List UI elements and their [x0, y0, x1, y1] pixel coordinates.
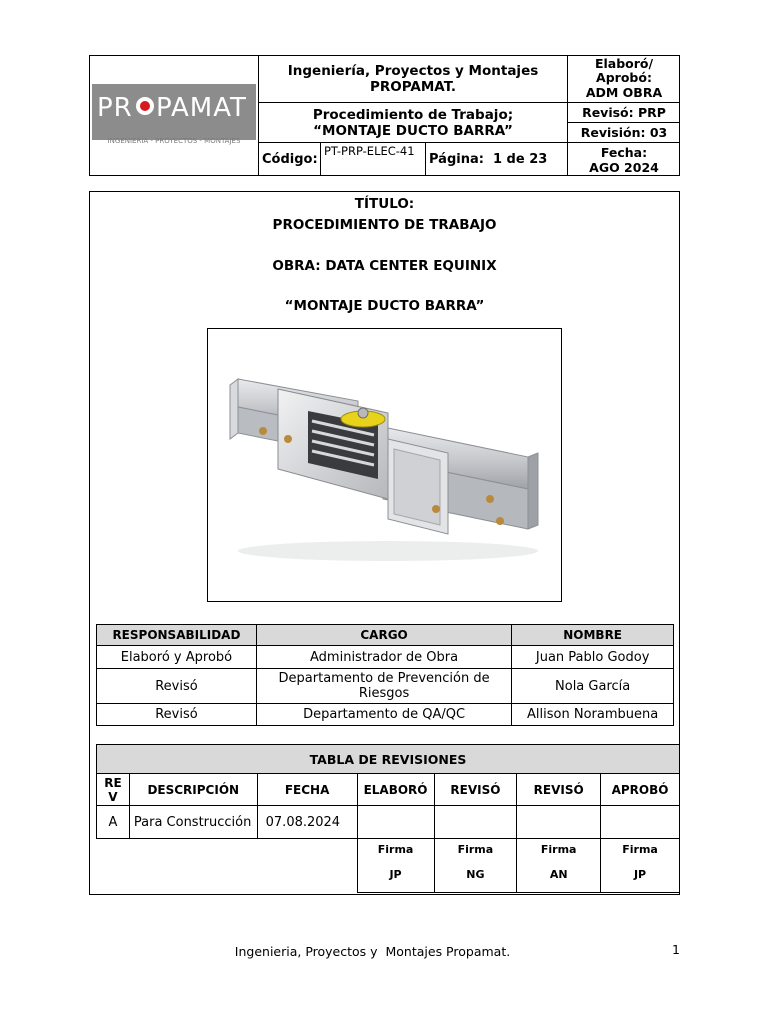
elaboro-line-3: ADM OBRA: [585, 84, 663, 100]
elaboro-line-1: Elaboró/: [594, 55, 654, 71]
rev-cell-empty: [434, 806, 517, 839]
signature-cell: [357, 839, 434, 893]
revisions-table: [96, 744, 680, 893]
rev-cell-empty: [601, 806, 680, 839]
rev-header-descripcion: DESCRIPCIÓN: [129, 774, 257, 806]
firma-initials: JP: [633, 868, 647, 881]
firma-initials: AN: [549, 868, 568, 881]
svg-text:PR: PR: [97, 93, 133, 121]
titulo-text: PROCEDIMIENTO DE TRABAJO: [272, 217, 497, 233]
company-title: [259, 55, 568, 103]
rev-header-fecha: FECHA: [257, 774, 357, 806]
resp-cell: Nola García: [512, 669, 674, 704]
procedure-line-2: “MONTAJE DUCTO BARRA”: [313, 122, 513, 139]
svg-text:PAMAT: PAMAT: [156, 93, 247, 121]
company-line-1: Ingeniería, Proyectos y Montajes: [287, 62, 539, 79]
elaboro-line-2: Aprobó:: [596, 70, 652, 86]
resp-cell: Juan Pablo Godoy: [512, 646, 674, 669]
logo-tagline: INGENIERÍA - PROYECTOS - MONTAJES: [107, 137, 241, 145]
rev-cell-descripcion: Para Construcción: [129, 806, 257, 839]
codigo-value: PT-PRP-ELEC-41: [320, 143, 426, 176]
company-logo: [92, 84, 256, 140]
firma-initials: NG: [466, 868, 485, 881]
resp-cell: Elaboró y Aprobó: [97, 646, 257, 669]
subject-text: “MONTAJE DUCTO BARRA”: [284, 298, 485, 314]
logo-cell: [89, 55, 259, 176]
reviso-cell: Revisó: PRP: [568, 103, 680, 123]
rev-cell-rev: A: [97, 806, 130, 839]
resp-header-responsabilidad: RESPONSABILIDAD: [97, 625, 257, 646]
firma-label: Firma: [377, 843, 414, 856]
procedure-line-1: Procedimiento de Trabajo;: [312, 106, 514, 123]
rev-cell-empty: [517, 806, 601, 839]
rev-header-reviso-2: REVISÓ: [517, 774, 601, 806]
rev-header-rev: RE V: [97, 774, 130, 806]
codigo-label: Código:: [262, 152, 318, 167]
revisions-title: TABLA DE REVISIONES: [97, 745, 680, 774]
revision-cell: Revisión: 03: [568, 123, 680, 143]
company-line-2: PROPAMAT.: [370, 78, 456, 95]
resp-cell: Revisó: [97, 704, 257, 726]
rev-signature-spacer: [97, 839, 358, 893]
elaboro-cell: [568, 55, 680, 103]
rev-cell-empty: [357, 806, 434, 839]
resp-cell: Departamento de Prevención de Riesgos: [256, 669, 511, 704]
pagina-label: Página: 1 de 23: [426, 143, 568, 176]
product-image: [207, 328, 562, 602]
fecha-label: Fecha:: [600, 144, 648, 160]
obra-text: OBRA: DATA CENTER EQUINIX: [272, 258, 497, 274]
signature-cell: [517, 839, 601, 893]
firma-label: Firma: [622, 843, 658, 856]
firma-initials: JP: [389, 868, 402, 881]
procedure-title: [259, 103, 568, 143]
busbar-duct-illustration: [208, 329, 561, 601]
resp-cell: Revisó: [97, 669, 257, 704]
resp-header-cargo: CARGO: [256, 625, 511, 646]
rev-header-aprobo: APROBÓ: [601, 774, 680, 806]
firma-label: Firma: [457, 843, 494, 856]
fecha-value: AGO 2024: [589, 159, 659, 175]
rev-header-reviso-1: REVISÓ: [434, 774, 517, 806]
firma-label: Firma: [540, 843, 577, 856]
fecha-cell: [568, 143, 680, 176]
resp-cell: Administrador de Obra: [256, 646, 511, 669]
propamat-logo-icon: [94, 89, 254, 121]
rev-header-elaboro: ELABORÓ: [357, 774, 434, 806]
footer-text: Ingenieria, Proyectos y Montajes Propamat.: [234, 943, 511, 959]
footer-page-number: 1: [672, 942, 680, 957]
titulo-label: TÍTULO:: [354, 196, 415, 212]
signature-cell: [434, 839, 517, 893]
resp-header-nombre: NOMBRE: [512, 625, 674, 646]
rev-cell-fecha: 07.08.2024: [257, 806, 357, 839]
responsibilities-table: [96, 624, 674, 726]
resp-cell: Departamento de QA/QC: [256, 704, 511, 726]
resp-cell: Allison Norambuena: [512, 704, 674, 726]
signature-cell: [601, 839, 680, 893]
